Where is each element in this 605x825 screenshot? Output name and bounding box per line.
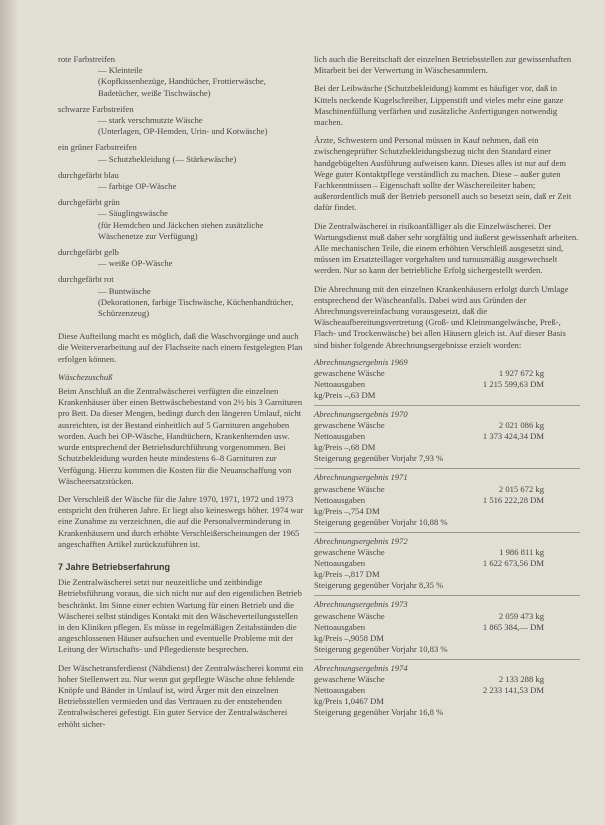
colour-label: durchgefärbt grün <box>58 197 120 208</box>
result-label: kg/Preis –,63 DM <box>314 390 376 401</box>
paragraph: Die Abrechnung mit den einzelnen Krankenhäusern erfolgt durch Umlage entsprechend der Wäscheanfalls. Dabei wird aus Gründen der Abrechnungsvereinfachung vorausgesetzt, daß die Wäscheaufbereitungsvertretung (Groß- und Kleinmangelwäsche, Preß-, Flach- und Trockenwäsche) bei allen Häusern gleich ist. Auf dieser Basis sind bisher folgende Abrechnungsergebnisse erzielt worden: <box>314 283 569 350</box>
result-note: Steigerung gegenüber Vorjahr 8,35 % <box>314 580 444 591</box>
result-table <box>314 420 544 453</box>
result-value: 1 516 222,28 DM <box>482 494 544 505</box>
list-detail: (Dekorationen, farbige Tischwäsche, Küchenhandtücher, Schürzenzeug) <box>98 296 294 319</box>
result-block <box>314 659 580 718</box>
result-title: Abrechnungsergebnis 1971 <box>314 472 408 483</box>
paragraph: Die Zentralwäscherei in risikoanfälliger als die Einzelwäscherei. Der Wartungsdienst muß daher sehr sorgfältig und äußerst gewissenhaft arbeiten. Alle mechanischen Teile, die einem erhöhten Verschleiß ausgesetzt sind, müssen im Ersatzteillager vorgehalten und turnusmäßig ausgewechselt werden. Nur so kann der betriebliche Erfolg sichergestellt werden. <box>314 220 579 276</box>
result-value <box>437 569 544 580</box>
result-label: gewaschene Wäsche <box>314 483 385 494</box>
result-row <box>314 685 544 696</box>
result-label: gewaschene Wäsche <box>314 673 385 684</box>
colour-label: durchgefärbt rot <box>58 274 114 285</box>
paragraph: Beim Anschluß an die Zentralwäscherei verfügten die einzelnen Krankenhäuser über einen Bettwäschebestand von 2½ bis 3 Garnituren pro Bett. Da dieser Mengen, bedingt durch den längeren Umlauf, nicht ausreichten, ist der Bestand einheitlich auf 5 Garnituren angehoben worden. Auch bei OP-Wäsche, Handtüchern, Krankenhemden usw. wurde entsprechend der Betriebsdurchführung vorgenommen. Bei Schutzbekleidung wurden heute mindestens 6–8 Garnituren zur Verfügung. Hierzu kommen die Kosten für die Neuanschaffung von Wäscheersatzstücken. <box>58 386 303 486</box>
result-label: gewaschene Wäsche <box>314 420 385 431</box>
result-row <box>314 558 544 569</box>
result-note: Steigerung gegenüber Vorjahr 10,83 % <box>314 643 448 654</box>
result-row <box>314 633 544 644</box>
result-value: 1 927 672 kg <box>498 368 544 379</box>
result-label: kg/Preis –,68 DM <box>314 442 376 453</box>
result-label: gewaschene Wäsche <box>314 610 385 621</box>
result-note: Steigerung gegenüber Vorjahr 10,88 % <box>314 516 448 527</box>
result-label: gewaschene Wäsche <box>314 368 385 379</box>
divider <box>314 595 580 596</box>
result-row <box>314 674 544 685</box>
result-label: Nettoausgaben <box>314 558 366 569</box>
result-label: Nettoausgaben <box>314 621 366 632</box>
result-title: Abrechnungsergebnis 1972 <box>314 535 408 546</box>
result-block <box>314 595 580 654</box>
result-value: 2 059 473 kg <box>498 610 544 621</box>
result-label: kg/Preis 1,0467 DM <box>314 695 384 706</box>
result-row <box>314 390 544 401</box>
result-value <box>437 633 544 644</box>
results-list <box>314 357 580 718</box>
result-label: kg/Preis –,817 DM <box>314 569 380 580</box>
paragraph: Diese Aufteilung macht es möglich, daß die Waschvorgänge und auch die Weiterverarbeitung auf der Flachseite nach einem festgelegten Plan erfolgen können. <box>58 331 303 364</box>
result-title: Abrechnungsergebnis 1973 <box>314 599 408 610</box>
result-row <box>314 420 544 431</box>
left-column <box>58 54 306 730</box>
result-value: 1 622 673,56 DM <box>482 558 544 569</box>
result-row <box>314 379 544 390</box>
paragraph: Bei der Leibwäsche (Schutzbekleidung) kommt es häufiger vor, daß in Kittels neckende Kugelschreiber, Lippenstift und vieles mehr eine ganze Maschinenfüllung verfärben und zusätzliche Anfertigungen notwendig machen. <box>314 83 564 128</box>
divider <box>314 468 580 469</box>
result-label: kg/Preis –,754 DM <box>314 505 380 516</box>
result-table <box>314 674 544 707</box>
section-heading: Wäschezuschuß <box>58 371 113 382</box>
colour-label: durchgefärbt blau <box>58 169 119 180</box>
result-row <box>314 622 544 633</box>
colour-label: ein grüner Farbstreifen <box>58 142 137 153</box>
list-item <box>58 104 306 138</box>
result-row <box>314 611 544 622</box>
paragraph: Ärzte, Schwestern und Personal müssen in Kauf nehmen, daß ein zwischengeprüfter Schutzbekleidungsbezug nicht den Standard einer handgebügelten Ausführung aufweisen kann. Dieses alles ist nur auf dem Wege guter Kontaktpflege verständlich zu machen. Diese – außer guten Fachkenntnissen – Eigenschaft sollte der Wäschereileiter haben; außerordentlich muß der Betrieb personell auch so besetzt sein, daß er Zeit dafür findet. <box>314 135 572 213</box>
result-value: 2 233 141,53 DM <box>482 684 544 695</box>
result-table <box>314 484 544 517</box>
result-block <box>314 357 580 401</box>
result-value: 1 986 811 kg <box>499 547 544 558</box>
result-block <box>314 405 580 464</box>
list-item <box>58 142 306 164</box>
list-category: — Kleinteile <box>98 65 143 76</box>
result-row <box>314 495 544 506</box>
list-detail: (Kopfkissenbezüge, Handtücher, Frottierwäsche, Badetücher, weiße Tischwäsche) <box>98 76 266 98</box>
result-value <box>437 696 544 707</box>
paragraph: Der Wäschetransferdienst (Nähdienst) der Zentralwäscherei kommt ein hoher Stellenwert zu. Nur wenn gut gepflegte Wäsche ohne fehlende Knöpfe und Bänder in Umlauf ist, wird Ärger mit den einzelnen Betriebsstellen vermieden und das Vertrauen zu der entstehenden Zentralwäscherei gefestigt. Ein guter Service der Zentralwäscherei erhöht sicher- <box>58 662 304 729</box>
divider <box>314 405 580 406</box>
page-binding-shadow <box>0 0 18 825</box>
result-value <box>437 506 544 517</box>
divider <box>314 532 580 533</box>
colour-label: rote Farbstreifen <box>58 54 116 64</box>
list-category: — farbige OP-Wäsche <box>98 181 177 192</box>
list-item <box>58 197 306 242</box>
result-block <box>314 532 580 591</box>
result-note: Steigerung gegenüber Vorjahr 7,93 % <box>314 453 444 464</box>
result-block <box>314 468 580 527</box>
result-label: kg/Preis –,9058 DM <box>314 632 384 643</box>
result-label: Nettoausgaben <box>314 379 366 390</box>
result-value: 1 373 424,34 DM <box>482 431 544 442</box>
list-item <box>58 54 306 99</box>
result-note: Steigerung gegenüber Vorjahr 16,8 % <box>314 706 444 717</box>
result-value: 1 215 599,63 DM <box>482 379 544 390</box>
result-row <box>314 569 544 580</box>
colour-label: durchgefärbt gelb <box>58 247 119 258</box>
section-heading-bold: 7 Jahre Betriebserfahrung <box>58 561 171 572</box>
divider <box>314 659 580 660</box>
list-detail: (für Hemdchen und Jäckchen stehen zusätzliche Wäschenetze zur Verfügung) <box>98 219 264 241</box>
result-table <box>314 547 544 580</box>
result-row <box>314 506 544 517</box>
result-value <box>437 390 544 401</box>
list-category: — weiße OP-Wäsche <box>98 258 173 269</box>
result-value: 2 015 672 kg <box>498 483 544 494</box>
result-title: Abrechnungsergebnis 1970 <box>314 409 408 420</box>
result-title: Abrechnungsergebnis 1974 <box>314 662 408 673</box>
right-column <box>314 54 580 718</box>
list-category: — Buntwäsche <box>98 285 151 296</box>
list-item <box>58 170 306 192</box>
paragraph: lich auch die Bereitschaft der einzelnen Betriebsstellen zur gewissenhaften Mitarbeit bei der Verwertung in Wäschesammlern. <box>314 54 572 76</box>
result-value: 2 133 288 kg <box>498 673 544 684</box>
paragraph: Der Verschleiß der Wäsche für die Jahre 1970, 1971, 1972 und 1973 entspricht den früheren Jahre. Er liegt also keineswegs höher. 1974 war eine Zunahme zu verzeichnen, die auf die Personalverminderung in Krankenhäusern und durch erhöhte Verschleißerscheinungen der 1965 angeschafften Artikel zurückzuführen ist. <box>58 493 304 549</box>
colour-label: schwarze Farbstreifen <box>58 103 134 114</box>
color-coding-list <box>58 54 306 319</box>
list-category: — Säuglingswäsche <box>98 208 168 219</box>
result-title: Abrechnungsergebnis 1969 <box>314 356 408 367</box>
result-value: 2 021 086 kg <box>498 420 544 431</box>
result-row <box>314 442 544 453</box>
list-item <box>58 247 306 269</box>
result-row <box>314 547 544 558</box>
list-item <box>58 274 306 319</box>
list-detail: (Unterlagen, OP-Hemden, Urin- und Kotwäsche) <box>98 126 268 137</box>
result-row <box>314 368 544 379</box>
list-category: — stark verschmutzte Wäsche <box>98 115 203 126</box>
result-row <box>314 696 544 707</box>
result-value <box>437 442 544 453</box>
result-label: Nettoausgaben <box>314 431 366 442</box>
result-table <box>314 611 544 644</box>
result-table <box>314 368 544 401</box>
result-row <box>314 431 544 442</box>
result-label: Nettoausgaben <box>314 494 366 505</box>
result-row <box>314 484 544 495</box>
list-category: — Schutzbekleidung (— Stärkewäsche) <box>98 153 237 164</box>
result-label: Nettoausgaben <box>314 684 366 695</box>
result-value: 1 865 384,— DM <box>482 621 544 632</box>
result-label: gewaschene Wäsche <box>314 547 385 558</box>
paragraph: Die Zentralwäscherei setzt nur neuzeitliche und zeitbindige Betriebsführung voraus, die sich nicht nur auf den eigentlichen Betrieb beschränkt. Im Sinne einer echten Wartung für einen Betrieb und die Wäscherei selbst ständiges Kontakt mit den Wäscheverteilungsstellen in den Kliniken pflegen. Es müsse in regelmäßigen Zeitabständen die angeschlossenen Häuser aufsuchen und eventuelle Probleme mit der Leitung der Wirtschafts- und Pflegedienste besprechen. <box>58 577 302 655</box>
